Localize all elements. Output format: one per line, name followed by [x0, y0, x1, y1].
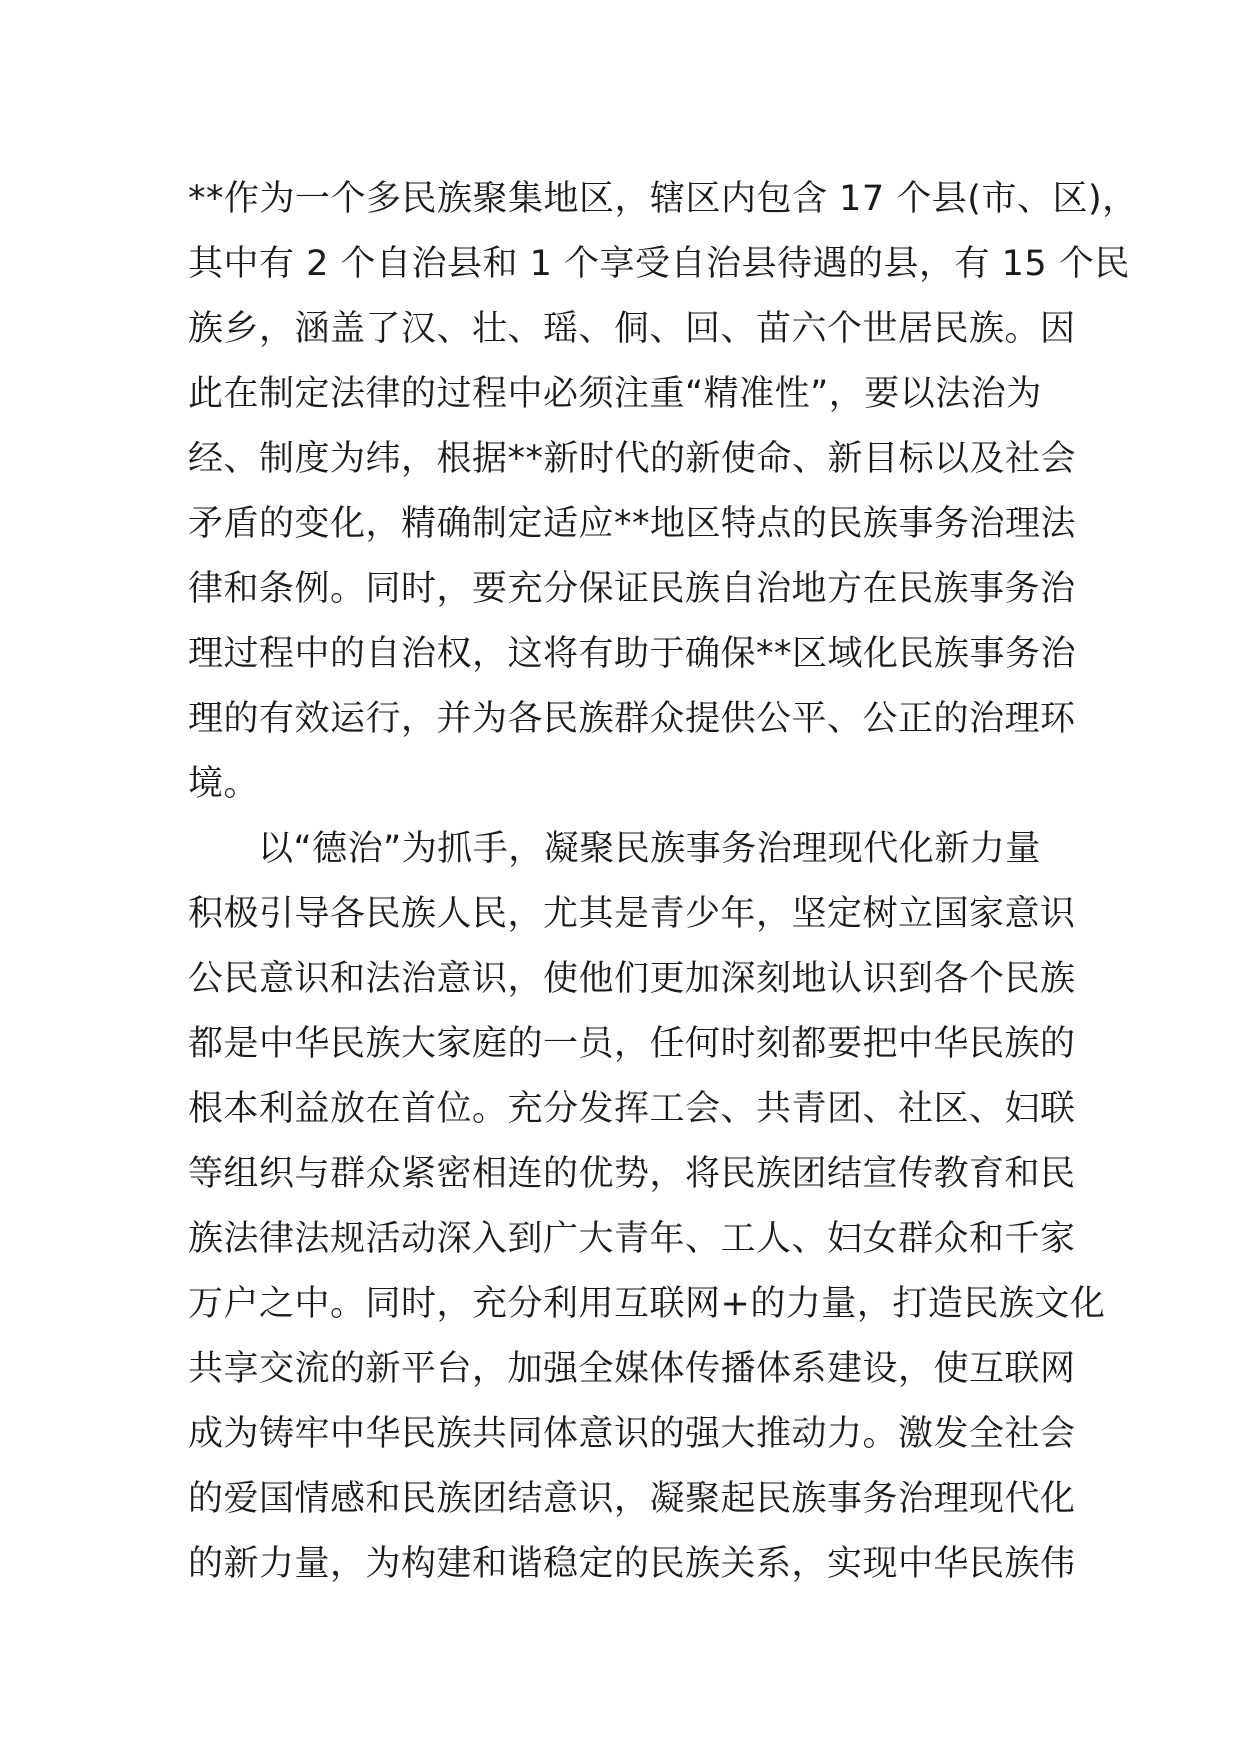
text-line: 都是中华民族大家庭的一员，任何时刻都要把中华民族的 [188, 1024, 1076, 1064]
text-line: 根本利益放在首位。充分发挥工会、共青团、社区、妇联 [188, 1089, 1076, 1129]
text-line: 积极引导各民族人民，尤其是青少年，坚定树立国家意识 [188, 894, 1076, 934]
text-line: 律和条例。同时，要充分保证民族自治地方在民族事务治 [188, 569, 1076, 609]
text-line: 矛盾的变化，精确制定适应**地区特点的民族事务治理法 [188, 504, 1077, 544]
text-line: 的新力量，为构建和谐稳定的民族关系，实现中华民族伟 [188, 1544, 1076, 1584]
text-line: 境。 [188, 764, 260, 804]
text-line: **作为一个多民族聚集地区，辖区内包含 17 个县(市、区)， [188, 179, 1138, 219]
text-line: 万户之中。同时，充分利用互联网+的力量，打造民族文化 [188, 1284, 1106, 1324]
text-line: 的爱国情感和民族团结意识，凝聚起民族事务治理现代化 [188, 1479, 1076, 1519]
paragraph-heading-line: 以“德治”为抓手，凝聚民族事务治理现代化新力量 [258, 829, 1041, 869]
text-line: 共享交流的新平台，加强全媒体传播体系建设，使互联网 [188, 1349, 1076, 1389]
text-line: 族法律法规活动深入到广大青年、工人、妇女群众和千家 [188, 1219, 1076, 1259]
text-line: 公民意识和法治意识，使他们更加深刻地认识到各个民族 [188, 959, 1076, 999]
text-line: 其中有 2 个自治县和 1 个享受自治县待遇的县，有 15 个民 [188, 244, 1130, 284]
text-line: 理的有效运行，并为各民族群众提供公平、公正的治理环 [188, 699, 1076, 739]
document-body [188, 167, 1138, 1597]
paragraph-2 [188, 817, 1106, 1597]
text-line: 此在制定法律的过程中必须注重“精准性”，要以法治为 [188, 374, 1042, 414]
text-line: 等组织与群众紧密相连的优势，将民族团结宣传教育和民 [188, 1154, 1076, 1194]
text-line: 经、制度为纬，根据**新时代的新使命、新目标以及社会 [188, 439, 1077, 479]
paragraph-1 [188, 167, 1138, 817]
text-line: 成为铸牢中华民族共同体意识的强大推动力。激发全社会 [188, 1414, 1076, 1454]
text-line: 理过程中的自治权，这将有助于确保**区域化民族事务治 [188, 634, 1077, 674]
text-line: 族乡，涵盖了汉、壮、瑶、侗、回、苗六个世居民族。因 [188, 309, 1076, 349]
